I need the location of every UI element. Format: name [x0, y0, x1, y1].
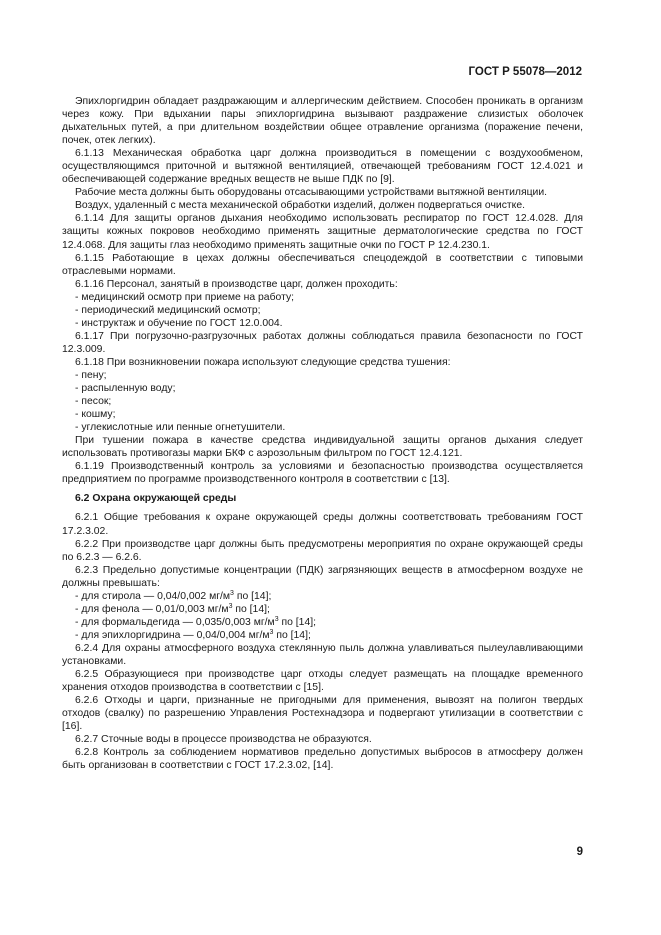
paragraph-6-2-2: 6.2.2 При производстве царг должны быть предусмотрены мероприятия по охране окружающей среды по 6.2.3 — 6.2.6. — [62, 538, 583, 563]
list-item: - углекислотные или пенные огнетушители. — [75, 422, 286, 434]
pdk-item: - для формальдегида — 0,035/0,003 $мг/м^3$ по [14]; — [75, 615, 316, 628]
paragraph-6-2-6: 6.2.6 Отходы и царги, признанные не пригодными для применения, вывозят на полигон твердых отходов (свалку) по разрешению Управления Ростехнадзора и подвергают утилизации в соответствии с [16]. — [62, 695, 583, 733]
paragraph-6-1-17: 6.1.17 При погрузочно-разгрузочных работах должны соблюдаться правила безопасности по ГОСТ 12.3.009. — [62, 330, 583, 355]
list-item: - распыленную воду; — [75, 383, 176, 395]
paragraph-6-1-18: 6.1.18 При возникновении пожара используют следующие средства тушения: — [75, 356, 451, 368]
paragraph-6-2-8: 6.2.8 Контроль за соблюдением нормативов предельно допустимых выбросов в атмосферу должен быть организован в соответствии с ГОСТ 17.2.3.02, [14]. — [62, 747, 583, 772]
paragraph-6-1-16: 6.1.16 Персонал, занятый в производстве царг, должен проходить: — [75, 278, 398, 290]
paragraph-6-2-4: 6.2.4 Для охраны атмосферного воздуха стеклянную пыль должна улавливаться пылеулавливающими установками. — [62, 642, 583, 667]
paragraph: Эпихлоргидрин обладает раздражающим и аллергическим действием. Способен проникать в организм через кожу. При вдыхании пары эпихлоргидрина вызывают раздражение слизистых оболочек дыхательных путей, а при длительном воздействии общее отравление организма (поражение печени, почек, отек легких). — [62, 96, 583, 147]
paragraph-6-1-19: 6.1.19 Производственный контроль за условиями и безопасностью производства осуществляется предприятием по программе производственного контроля в соответствии с [13]. — [62, 461, 583, 486]
page-body — [62, 95, 583, 772]
list-item: - медицинский осмотр при приеме на работу; — [75, 291, 295, 303]
paragraph-fire: При тушении пожара в качестве средства индивидуальной защиты органов дыхания следует использовать противогазы марки БКФ с аэрозольным фильтром по ГОСТ 12.4.121. — [62, 435, 583, 460]
page-number: 9 — [576, 846, 583, 858]
list-item: - песок; — [75, 396, 112, 408]
list-item: - кошму; — [75, 409, 116, 421]
list-item: - пену; — [75, 369, 107, 381]
paragraph-6-2-1: 6.2.1 Общие требования к охране окружающей среды должны соответствовать требованиям ГОСТ 17.2.3.02. — [62, 512, 583, 537]
paragraph: Рабочие места должны быть оборудованы отсасывающими устройствами вытяжной вентиляции. — [75, 187, 548, 199]
pdk-item: - для стирола — 0,04/0,002 $мг/м^3$ по [14]; — [75, 589, 272, 602]
paragraph-6-1-13: 6.1.13 Механическая обработка царг должна производиться в помещении с воздухообменом, осуществляющимся приточной и вытяжной вентиляцией, отвечающей требованиям ГОСТ 12.4.021 и обеспечивающей содержание вредных веществ не выше ПДК по [9]. — [62, 148, 583, 186]
pdk-item: - для эпихлоргидрина — 0,04/0,004 $мг/м^3$ по [14]; — [75, 628, 311, 641]
section-heading: 6.2 Охрана окружающей среды — [75, 493, 237, 505]
paragraph-6-1-14: 6.1.14 Для защиты органов дыхания необходимо использовать респиратор по ГОСТ 12.4.028. Для защиты кожных покровов необходимо применять защитные дерматологические средства по ГОСТ 12.4.068. Для защиты глаз необходимо применять защитные очки по ГОСТ Р 12.4.230.1. — [62, 213, 583, 251]
pdk-item: - для фенола — 0,01/0,003 $мг/м^3$ по [14]; — [75, 602, 270, 615]
paragraph-6-2-7: 6.2.7 Сточные воды в процессе производства не образуются. — [75, 734, 372, 746]
paragraph-6-1-15: 6.1.15 Работающие в цехах должны обеспечиваться спецодеждой в соответствии с типовыми отраслевыми нормами. — [62, 252, 583, 277]
document-code: ГОСТ Р 55078—2012 — [468, 66, 582, 78]
list-item: - периодический медицинский осмотр; — [75, 304, 261, 316]
paragraph-6-2-5: 6.2.5 Образующиеся при производстве царг отходы следует размещать на площадке временного хранения отходов производства в соответствии с [15]. — [62, 669, 583, 694]
list-item: - инструктаж и обучение по ГОСТ 12.0.004. — [75, 317, 283, 329]
paragraph: Воздух, удаленный с места механической обработки изделий, должен подвергаться очистке. — [75, 200, 525, 212]
paragraph-6-2-3: 6.2.3 Предельно допустимые концентрации (ПДК) загрязняющих веществ в атмосферном воздухе не должны превышать: — [62, 564, 583, 589]
